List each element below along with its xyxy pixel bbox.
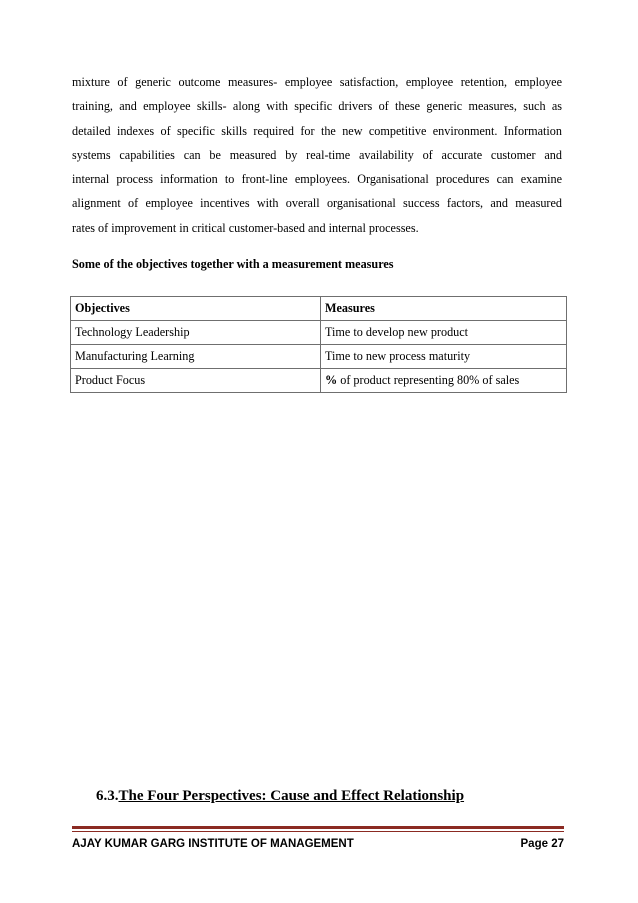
- measure-cell: Time to develop new product: [321, 321, 567, 345]
- objective-cell: Product Focus: [71, 369, 321, 393]
- paragraph-line: systems capabilities can be measured by real-time availability of accurate customer and: [72, 147, 562, 162]
- objective-cell: Manufacturing Learning: [71, 345, 321, 369]
- paragraph-line: training, and employee skills- along with specific drivers of these generic measures, such as: [72, 99, 562, 114]
- objectives-measures-table: [70, 296, 567, 393]
- objective-cell: Technology Leadership: [71, 321, 321, 345]
- paragraph-line: rates of improvement in critical customer-based and internal processes.: [72, 220, 419, 235]
- table-header-row: [71, 297, 567, 321]
- footer-rule: [72, 826, 564, 829]
- footer-page-number: Page 27: [520, 838, 564, 850]
- percent-symbol: %: [325, 373, 338, 387]
- paragraph-line: detailed indexes of specific skills required for the new competitive environment. Information: [72, 123, 562, 138]
- section-heading: [96, 786, 464, 806]
- footer-rule-thin: [72, 831, 564, 832]
- table-row: [71, 369, 567, 393]
- measure-cell: Time to new process maturity: [321, 345, 567, 369]
- footer-institute: AJAY KUMAR GARG INSTITUTE OF MANAGEMENT: [72, 838, 354, 850]
- body-paragraph: [72, 70, 562, 240]
- measure-cell: [321, 369, 567, 393]
- table-caption: Some of the objectives together with a measurement measures: [72, 257, 394, 271]
- header-objectives: Objectives: [71, 297, 321, 321]
- page-footer: [72, 836, 564, 852]
- section-number: 6.3.: [96, 788, 119, 804]
- table-row: [71, 345, 567, 369]
- header-measures: Measures: [321, 297, 567, 321]
- measure-text: of product representing 80% of sales: [340, 373, 520, 387]
- paragraph-line: internal process information to front-line employees. Organisational procedures can examine: [72, 172, 562, 187]
- section-title: The Four Perspectives: Cause and Effect Relationship: [118, 788, 465, 804]
- paragraph-line: mixture of generic outcome measures- employee satisfaction, employee retention, employee: [72, 75, 562, 89]
- paragraph-line: alignment of employee incentives with overall organisational success factors, and measured: [72, 196, 562, 211]
- table-row: [71, 321, 567, 345]
